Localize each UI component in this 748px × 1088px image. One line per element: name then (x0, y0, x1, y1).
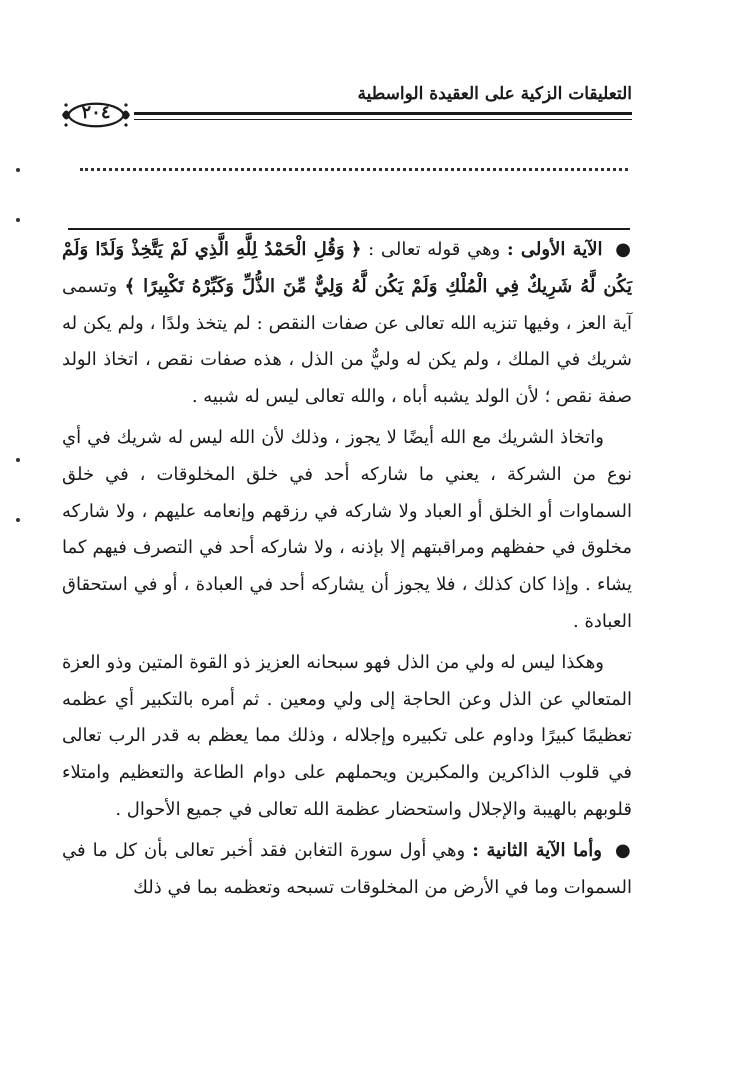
page-number-ornament (60, 98, 132, 132)
paragraph-glorification: وهكذا ليس له ولي من الذل فهو سبحانه العزيز ذو القوة المتين وذو العزة المتعالي عن الذل وعن الحاجة إلى ولي ومعين . ثم أمره بالتكبير أي عظمه تعظيمًا كبيرًا وداوم على تكبيره وإجلاله ، وذلك مما يعظم به قدر الرب تعالى في قلوب الذاكرين والمكبرين ويحملهم على دوام الطاعة والتعظيم وامتلاء قلوبهم بالهيبة والإجلال واستحضار عظمة الله تعالى في جميع الأحوال . (62, 651, 632, 820)
paragraph-lead: وأما الآية الثانية : (472, 839, 602, 861)
dotted-placeholder-line (80, 168, 628, 171)
quran-verse: ﴿ وَقُلِ الْحَمْدُ لِلَّهِ الَّذِي لَمْ يَتَّخِذْ وَلَدًا وَلَمْ يَكُن لَّهُ شَرِيكٌ فِي الْمُلْكِ وَلَمْ يَكُن لَّهُ وَلِيٌّ مِّنَ الذُّلِّ وَكَبِّرْهُ تَكْبِيرًا ﴾ (62, 239, 632, 297)
paragraph-text: وهي قوله تعالى : (361, 239, 501, 260)
book-title: التعليقات الزكية على العقيدة الواسطية (357, 84, 632, 104)
paragraph-text: وتسمى آية العز ، وفيها تنزيه الله تعالى عن صفات النقص : لم يتخذ ولدًا ، ولم يكن له شريك في الملك ، ولم يكن له وليٌّ من الذل ، هذه صفات نقص ، اتخاذ الولد صفة نقص ؛ لأن الولد يشبه أباه ، والله تعالى ليس له شبيه . (62, 275, 632, 408)
header-rule-thick (134, 112, 632, 115)
paragraph-second-verse (62, 833, 632, 907)
paragraph-partner: واتخاذ الشريك مع الله أيضًا لا يجوز ، وذلك لأن الله ليس له شريك في أي نوع من الشركة ، يعني ما شاركه أحد في خلق المخلوقات ، في خلق السماوات أو الخلق أو العباد ولا شاركه في رزقهم وإنعامه عليهم ، ولا شاركه مخلوق في حفظهم ومراقبتهم إلا بإذنه ، ولا شاركه أحد في التصرف فيهم كما يشاء . وإذا كان كذلك ، فلا يجوز أن يشاركه أحد في العبادة ، أو في استحقاق العبادة . (62, 426, 632, 632)
paragraph-lead: الآية الأولى : (506, 239, 603, 260)
page-number: ٢٠٤ (81, 102, 111, 123)
paragraph-text: وهي أول سورة التغابن فقد أخبر تعالى بأن كل ما في السموات وما في الأرض من المخلوقات تسبحه وتعظمه بما في ذلك (62, 839, 632, 898)
bullet-icon: ● (615, 239, 632, 260)
main-text (62, 232, 632, 910)
header-rule-thin (134, 119, 632, 120)
margin-dot (16, 168, 20, 172)
margin-dot (16, 458, 20, 462)
running-header (60, 78, 632, 126)
bullet-icon: ● (614, 839, 632, 861)
margin-dot (16, 218, 20, 222)
paragraph-first-verse (62, 232, 632, 416)
margin-dot (16, 518, 20, 522)
section-separator (68, 228, 630, 230)
